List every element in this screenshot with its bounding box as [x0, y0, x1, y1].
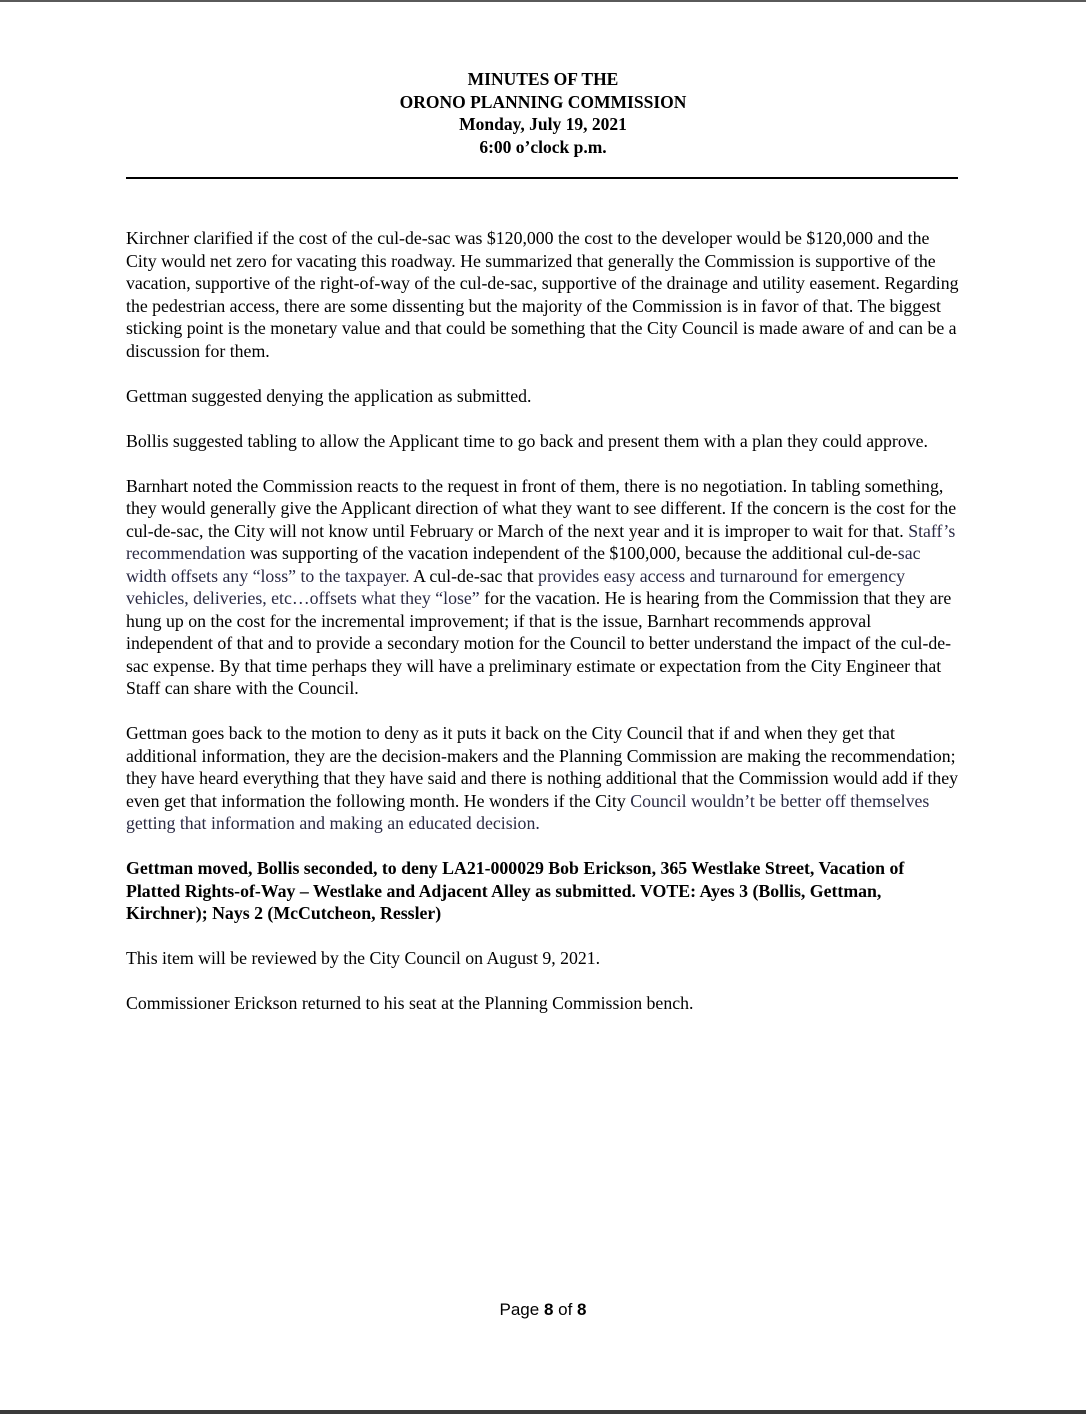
page-word: Page	[499, 1300, 544, 1319]
barnhart-text-2: Staff’s recommendation	[126, 520, 956, 563]
header-divider	[126, 177, 958, 179]
gettman-text-1: Gettman goes back to the motion to deny as it puts it back on the City Council that if and when they get that additional information, they are the decision-makers and the Planning Commission are making the recommendation; they have heard everything that they have said and there is nothing additional that the Commission would add if they even get that information the following month. He wonders if the City	[126, 723, 959, 811]
page-current: 8	[543, 1300, 554, 1319]
barnhart-text-6: provides easy access and turnaround for emergency vehicles, deliveries, etc…offsets what they “lose”	[126, 565, 906, 608]
minutes-header	[0, 68, 1086, 158]
page-bottom-border	[0, 1410, 1086, 1414]
paragraph-barnhart	[126, 475, 960, 700]
paragraph-gettman-motion-discussion	[126, 722, 960, 835]
barnhart-text-5: A cul-de-sac that	[409, 565, 538, 586]
barnhart-text-1: Barnhart noted the Commission reacts to the request in front of them, there is no negotiation. In tabling something, they would generally give the Applicant direction of what they want to see different. If the concern is the cost for the cul-de-sac, the City will not know until February or March of the next year and it is improper to wait for that.	[126, 475, 957, 541]
paragraph-council-review: This item will be reviewed by the City Council on August 9, 2021.	[126, 948, 601, 968]
minutes-body	[126, 227, 960, 1037]
paragraph-bollis-suggestion: Bollis suggested tabling to allow the Applicant time to go back and present them with a plan they could approve.	[126, 430, 928, 451]
header-line-title: MINUTES OF THE	[467, 69, 619, 89]
barnhart-text-3: was supporting of the vacation independent of the $100,000, because the additional cul-de-	[245, 543, 898, 563]
of-word: of	[553, 1300, 578, 1319]
barnhart-text-4: sac width offsets any “loss” to the taxpayer.	[126, 543, 921, 586]
page-total: 8	[577, 1300, 587, 1319]
paragraph-motion-vote: Gettman moved, Bollis seconded, to deny LA21-000029 Bob Erickson, 365 Westlake Street, Vacation of Platted Rights-of-Way – Westlake and Adjacent Alley as submitted. VOTE: Ayes 3 (Bollis, Gettman, Kirchner); Nays 2 (McCutcheon, Ressler)	[126, 858, 905, 923]
page-number	[0, 1299, 1086, 1321]
header-line-time: 6:00 o’clock p.m.	[479, 136, 607, 157]
header-line-commission: ORONO PLANNING COMMISSION	[399, 91, 687, 112]
paragraph-kirchner: Kirchner clarified if the cost of the cul-de-sac was $120,000 the cost to the developer would be $120,000 and the City would net zero for vacating this roadway. He summarized that generally the Commission is supportive of the vacation, supportive of the right-of-way of the cul-de-sac, supportive of the drainage and utility easement. Regarding the pedestrian access, there are some dissenting but the majority of the Commission is in favor of that. The biggest sticking point is the monetary value and that could be something that the City Council is made aware of and can be a discussion for them.	[126, 228, 959, 361]
header-line-date: Monday, July 19, 2021	[459, 114, 627, 134]
paragraph-erickson-return: Commissioner Erickson returned to his seat at the Planning Commission bench.	[126, 993, 694, 1013]
barnhart-text-7: for the vacation. He is hearing from the Commission that they are hung up on the cost for the incremental improvement; if that is the issue, Barnhart recommends approval independent of that and to provide a secondary motion for the Council to better understand the impact of the cul-de-sac expense. By that time perhaps they will have a preliminary estimate or expectation from the City Engineer that Staff can share with the Council.	[126, 588, 952, 698]
paragraph-gettman-suggestion: Gettman suggested denying the application as submitted.	[126, 385, 532, 406]
gettman-text-2: Council wouldn’t be better off themselves getting that information and making an educated decision.	[126, 790, 930, 833]
